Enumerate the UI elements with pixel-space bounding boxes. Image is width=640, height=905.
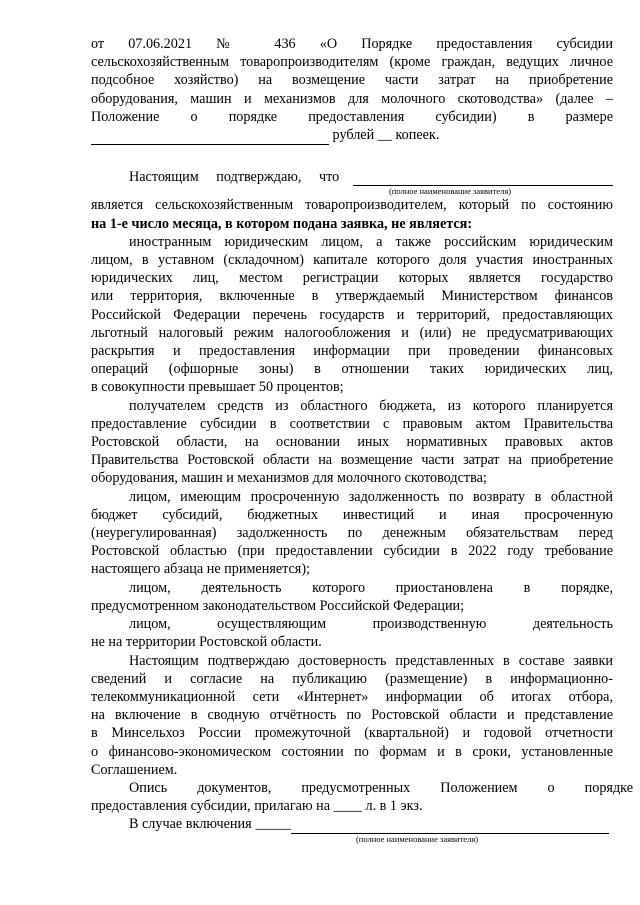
- header-paragraph: [91, 35, 613, 145]
- inventory-line-2: [91, 797, 613, 815]
- document-page: [91, 35, 633, 844]
- inventory-paragraph: [91, 779, 633, 815]
- condition-item: [91, 488, 613, 579]
- condition-line: юридических лиц, местом регистрации которых является государство: [91, 270, 613, 287]
- applicant-name-blank[interactable]: [353, 171, 613, 186]
- condition-line: лицом, деятельность которого приостановлена в порядке,: [129, 579, 613, 596]
- sheet-count-blank[interactable]: ____: [333, 798, 362, 815]
- condition-line: Ростовской области, на основании иных нормативных правовых актов: [91, 434, 613, 451]
- header-line: подсобное хозяйство) на возмещение части затрат на приобретение: [91, 72, 613, 89]
- amount-suffix: рублей __ копеек.: [332, 127, 440, 144]
- inclusion-lead: В случае включения: [129, 816, 252, 833]
- inventory-prefix: предоставления субсидии, прилагаю на: [91, 798, 331, 815]
- inclusion-lead-blank: _____: [255, 816, 292, 833]
- inventory-suffix: л. в 1 экз.: [365, 798, 423, 815]
- condition-line: Российской Федерации перечень государств и территорий, предоставляющих: [91, 306, 613, 323]
- reliability-line: сведений и согласие на публикацию (размещение) в информационно-: [91, 670, 613, 687]
- reliability-paragraph: [91, 652, 613, 779]
- reliability-line: в Минсельхоз России промежуточной (квартальной) и годовой отчетности: [91, 725, 613, 742]
- condition-line: (неурегулированная) задолженность по денежным обязательствам перед: [91, 525, 613, 542]
- header-line: сельскохозяйственным товаропроизводителям (кроме граждан, ведущих личное: [91, 54, 613, 71]
- condition-line: бюджет субсидий, бюджетных инвестиций и иная просроченную: [91, 506, 613, 523]
- inclusion-name-blank[interactable]: [291, 819, 609, 834]
- header-line: от 07.06.2021 № 436 «О Порядке предоставления субсидии: [91, 36, 613, 52]
- condition-item: [91, 615, 613, 651]
- condition-line: или территория, включенные в утверждаемый Министерством финансов: [91, 288, 613, 305]
- condition-line: лицом, имеющим просроченную задолженность по возврату в областной: [129, 488, 613, 505]
- confirm-bold-text: на 1-е число месяца, в котором подана заявка, не является:: [91, 215, 473, 232]
- reliability-line: Соглашением.: [91, 761, 178, 778]
- reliability-line: телекоммуникационной сети «Интернет» информации об итогах отбора,: [91, 688, 613, 705]
- reliability-line: на включение в сводную отчётность по Ростовской области и представление: [91, 707, 613, 724]
- applicant-name-caption: (полное наименование заявителя): [388, 186, 512, 197]
- condition-line: льготный налоговый режим налогообложения и (или) не предусматривающих: [91, 324, 613, 341]
- condition-item: [91, 233, 613, 397]
- condition-line: лицом, осуществляющим производственную деятельность: [129, 616, 613, 633]
- confirm-bold-line: [91, 215, 613, 233]
- condition-item: [91, 579, 613, 615]
- condition-item: [91, 397, 613, 488]
- condition-line: лицом, в уставном (складочном) капитале которого доля участия иностранных: [91, 252, 613, 269]
- condition-line: Ростовской областью (при предоставлении субсидии в 2022 году требование: [91, 543, 613, 560]
- condition-line: предусмотренном законодательством Российской Федерации;: [91, 597, 465, 614]
- condition-line: иностранным юридическим лицом, а также российским юридическим: [129, 233, 613, 250]
- header-line: Положение о порядке предоставления субсидии) в размере: [91, 108, 613, 125]
- condition-line: Правительства Ростовской области на возмещение части затрат на приобретение: [91, 452, 613, 469]
- reliability-line: Настоящим подтверждаю достоверность представленных в составе заявки: [129, 652, 613, 669]
- confirm-lead: Настоящим подтверждаю, что: [129, 169, 340, 186]
- condition-line: предоставление субсидии в соответствии с правовым актом Правительства: [91, 415, 613, 432]
- condition-line: получателем средств из областного бюджета, из которого планируется: [129, 397, 613, 414]
- condition-line: настоящего абзаца не применяется);: [91, 561, 310, 578]
- confirm-line: является сельскохозяйственным товаропроизводителем, который по состоянию: [91, 197, 613, 214]
- confirm-lead-line: [91, 168, 613, 186]
- condition-line: не на территории Ростовской области.: [91, 634, 322, 651]
- inclusion-paragraph: [91, 815, 613, 843]
- confirm-block: [91, 168, 613, 233]
- inclusion-name-caption: (полное наименование заявителя): [355, 833, 479, 844]
- inclusion-line: [91, 815, 613, 833]
- condition-line: раскрытия и предоставления информации при проведении финансовых: [91, 343, 613, 360]
- header-line: оборудования, машин и механизмов для молочного скотоводства» (далее –: [91, 90, 613, 107]
- condition-line: оборудования, машин и механизмов для молочного скотоводства;: [91, 470, 487, 487]
- reliability-line: о финансово-экономическом состоянии по формам и в сроки, установленные: [91, 743, 613, 760]
- amount-blank[interactable]: [91, 126, 329, 145]
- condition-line: в совокупности превышает 50 процентов;: [91, 379, 344, 396]
- amount-line: [91, 126, 613, 145]
- inventory-line: Опись документов, предусмотренных Положением о порядке: [129, 779, 633, 796]
- condition-line: операций (офшорные зоны) в отношении таких юридических лиц,: [91, 361, 613, 378]
